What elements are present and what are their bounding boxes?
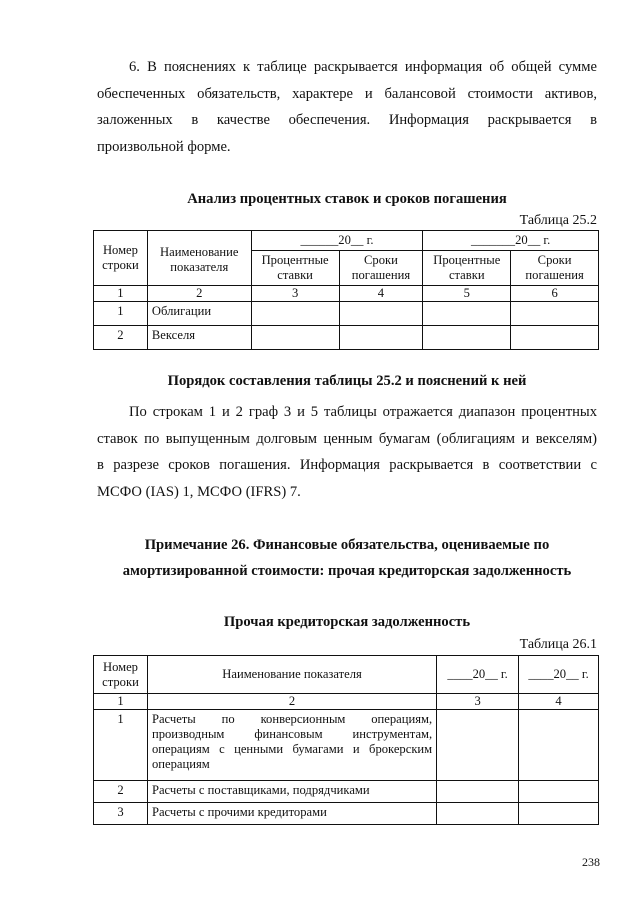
header-number: Номер строки bbox=[94, 656, 148, 694]
paragraph-line: в разрезе сроков погашения. Информация раскрывается в соответствии с bbox=[97, 457, 597, 473]
row-number: 2 bbox=[94, 326, 148, 350]
empty-cell bbox=[511, 326, 599, 350]
row-name: Расчеты с поставщиками, подрядчиками bbox=[147, 781, 436, 803]
index-cell: 3 bbox=[251, 286, 339, 302]
table-26-1 bbox=[93, 655, 599, 825]
index-row bbox=[94, 694, 599, 710]
index-cell: 3 bbox=[437, 694, 519, 710]
empty-cell bbox=[511, 302, 599, 326]
index-cell: 6 bbox=[511, 286, 599, 302]
empty-cell bbox=[437, 803, 519, 825]
row-number: 3 bbox=[94, 803, 148, 825]
index-row bbox=[94, 286, 599, 302]
paragraph-line: МСФО (IAS) 1, МСФО (IFRS) 7. bbox=[97, 483, 301, 500]
header-rate-2: Процентные ставки bbox=[423, 251, 511, 286]
procedure-paragraph bbox=[97, 399, 597, 505]
empty-cell bbox=[339, 326, 423, 350]
paragraph-line: обеспеченных обязательств, характере и балансовой стоимости активов, bbox=[97, 85, 597, 102]
row-name: Расчеты с прочими кредиторами bbox=[147, 803, 436, 825]
index-cell: 1 bbox=[94, 694, 148, 710]
empty-cell bbox=[339, 302, 423, 326]
empty-cell bbox=[437, 710, 519, 781]
table-row bbox=[94, 326, 599, 350]
index-cell: 4 bbox=[519, 694, 599, 710]
empty-cell bbox=[423, 302, 511, 326]
note-26-heading-line-1: Примечание 26. Финансовые обязательства, оцениваемые по bbox=[144, 537, 550, 553]
page-number: 238 bbox=[582, 855, 600, 869]
procedure-heading: Порядок составления таблицы 25.2 и пояснений к ней bbox=[167, 373, 527, 389]
header-name: Наименование показателя bbox=[147, 656, 436, 694]
table-25-2-heading: Анализ процентных ставок и сроков погашения bbox=[187, 191, 507, 207]
row-number: 1 bbox=[94, 710, 148, 781]
empty-cell bbox=[437, 781, 519, 803]
row-number: 2 bbox=[94, 781, 148, 803]
index-cell: 2 bbox=[147, 286, 251, 302]
header-term-1: Сроки погашения bbox=[339, 251, 423, 286]
header-name: Наименование показателя bbox=[147, 231, 251, 286]
index-cell: 1 bbox=[94, 286, 148, 302]
row-name: Векселя bbox=[147, 326, 251, 350]
header-rate-1: Процентные ставки bbox=[251, 251, 339, 286]
header-year-1: ____20__ г. bbox=[437, 656, 519, 694]
row-number: 1 bbox=[94, 302, 148, 326]
paragraph-line: ставок по выпущенным долговым ценным бумагам (облигациям и векселям) bbox=[97, 430, 597, 447]
table-row bbox=[94, 803, 599, 825]
row-name: Расчеты по конверсионным операциям, производным финансовым инструментам, операциям с ценными бумагами и брокерским операциям bbox=[147, 710, 436, 781]
empty-cell bbox=[251, 326, 339, 350]
header-year-2: ____20__ г. bbox=[519, 656, 599, 694]
table-26-1-heading: Прочая кредиторская задолженность bbox=[223, 614, 471, 630]
header-year-1: ______20__ г. bbox=[251, 231, 423, 251]
table-26-1-caption: Таблица 26.1 bbox=[519, 637, 597, 652]
index-cell: 5 bbox=[423, 286, 511, 302]
paragraph-line: 6. В пояснениях к таблице раскрывается информация об общей сумме bbox=[129, 59, 597, 75]
table-25-2 bbox=[93, 230, 599, 350]
table-row bbox=[94, 710, 599, 781]
empty-cell bbox=[251, 302, 339, 326]
paragraph-line: По строкам 1 и 2 граф 3 и 5 таблицы отражается диапазон процентных bbox=[129, 404, 597, 420]
empty-cell bbox=[519, 781, 599, 803]
empty-cell bbox=[519, 803, 599, 825]
index-cell: 4 bbox=[339, 286, 423, 302]
table-25-2-caption: Таблица 25.2 bbox=[519, 213, 597, 228]
index-cell: 2 bbox=[147, 694, 436, 710]
header-number: Номер строки bbox=[94, 231, 148, 286]
header-term-2: Сроки погашения bbox=[511, 251, 599, 286]
table-row bbox=[94, 302, 599, 326]
empty-cell bbox=[423, 326, 511, 350]
table-row bbox=[94, 781, 599, 803]
paragraph-6 bbox=[97, 54, 597, 160]
paragraph-line: заложенных в качестве обеспечения. Информация раскрывается в bbox=[97, 112, 597, 128]
row-name: Облигации bbox=[147, 302, 251, 326]
header-year-2: _______20__ г. bbox=[423, 231, 599, 251]
paragraph-line: произвольной форме. bbox=[97, 138, 231, 155]
note-26-heading-line-2: амортизированной стоимости: прочая кредиторская задолженность bbox=[122, 563, 572, 579]
empty-cell bbox=[519, 710, 599, 781]
